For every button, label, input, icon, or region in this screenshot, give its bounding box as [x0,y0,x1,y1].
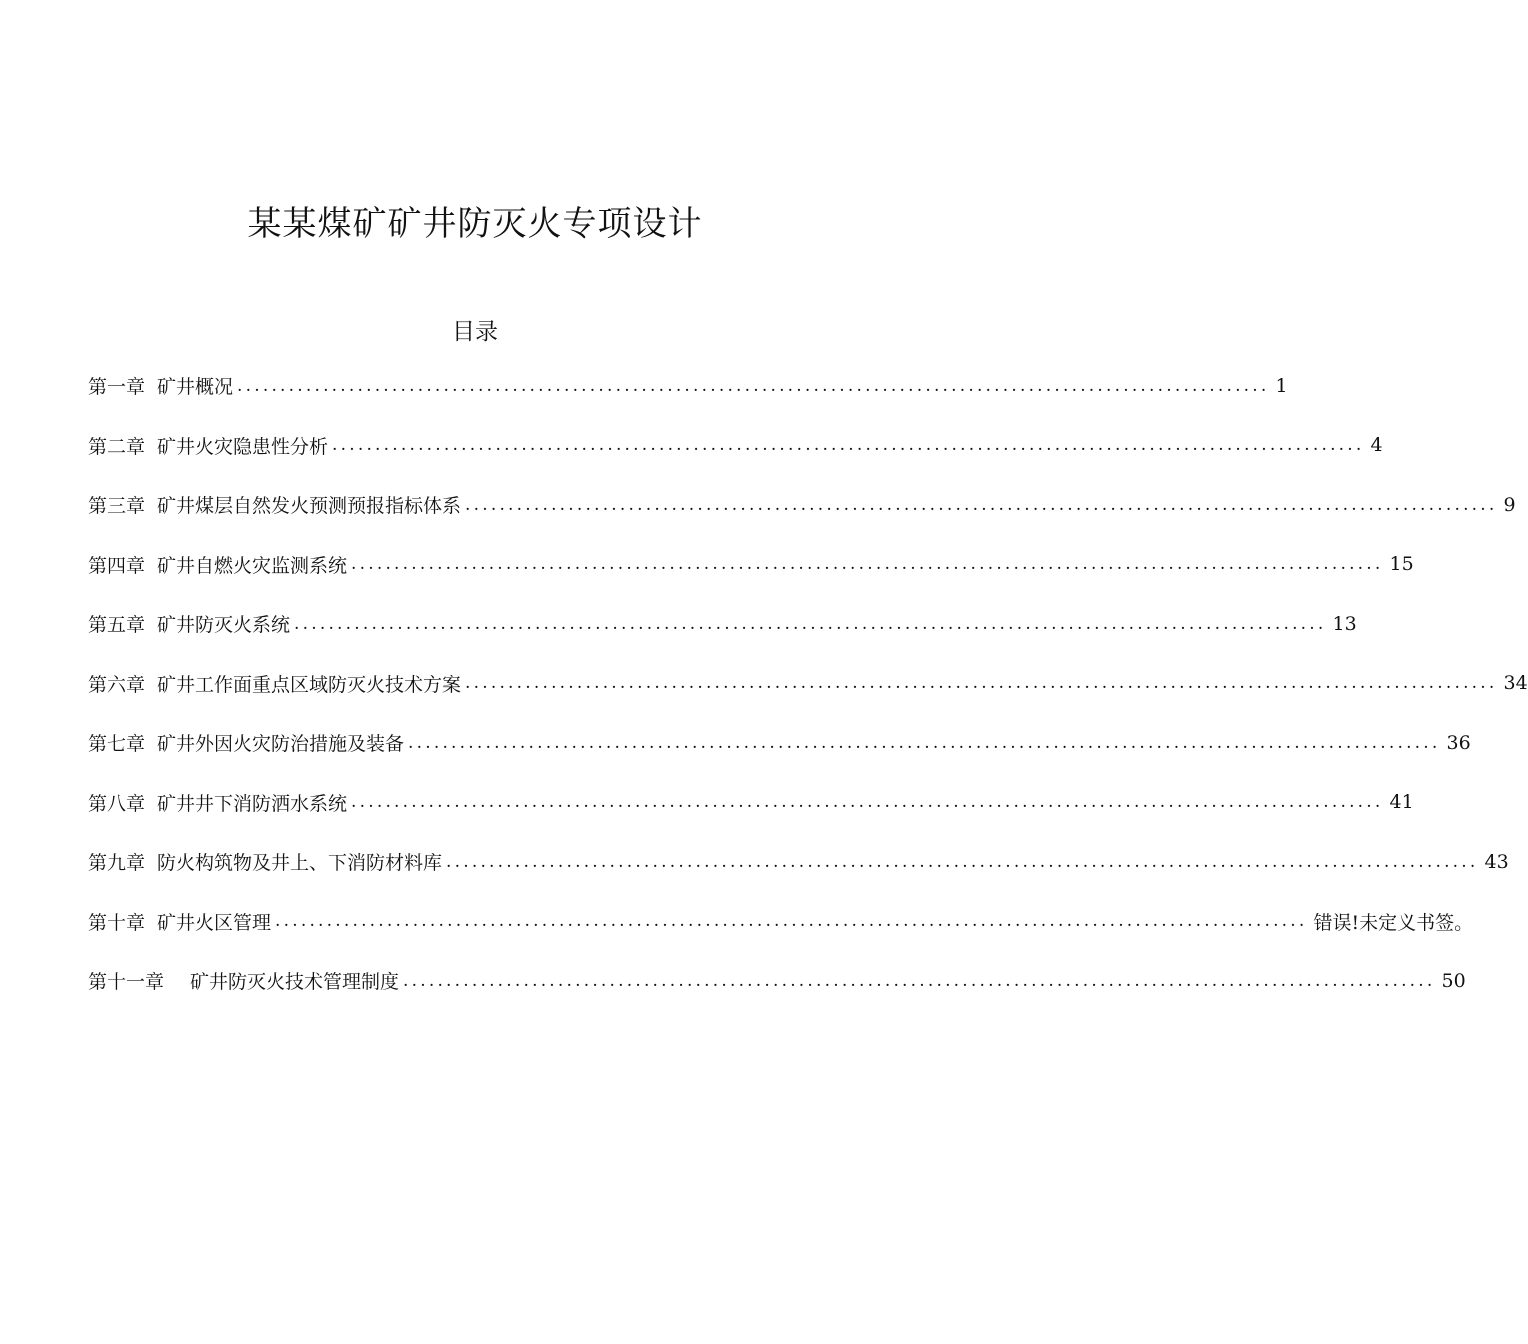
toc-chapter-number: 第十章 [88,911,146,934]
toc-page-number: 15 [1389,553,1414,576]
toc-dot-leader: ........................................................................................................................ [403,970,1436,991]
toc-dot-leader: ........................................................................................................................ [351,792,1384,813]
toc-dot-leader: ........................................................................................................................ [294,613,1327,634]
toc-chapter-number: 第七章 [88,733,146,756]
toc-entry[interactable] [88,594,1357,654]
toc-chapter-title: 矿井火区管理 [157,911,272,934]
toc-entry[interactable] [88,951,1466,1011]
toc-page-number: 36 [1446,731,1471,754]
toc-entry[interactable] [88,416,1383,476]
toc-chapter-title: 矿井工作面重点区域防灭火技术方案 [157,673,462,696]
toc-dot-leader: ........................................................................................................................ [332,435,1365,456]
toc-chapter-title: 矿井防灭火技术管理制度 [190,971,400,994]
toc-entry[interactable] [88,832,1509,892]
toc-chapter-number: 第四章 [88,554,146,577]
toc-chapter-number: 第九章 [88,852,146,875]
document-title: 某某煤矿矿井防灭火专项设计 [247,204,703,244]
toc-page-number: 9 [1503,493,1516,516]
toc-chapter-title: 矿井概况 [157,376,234,399]
toc-page-number: 4 [1370,434,1383,457]
toc-chapter-title: 矿井煤层自然发火预测预报指标体系 [157,495,462,518]
toc-dot-leader: ........................................................................................................................ [465,673,1498,694]
toc-page-number: 41 [1389,791,1414,814]
toc-chapter-number: 第一章 [88,376,146,399]
toc-page-number: 43 [1484,850,1509,873]
toc-chapter-number: 第十一章 [88,971,165,994]
toc-chapter-number: 第二章 [88,435,146,458]
toc-entry[interactable] [88,713,1471,773]
toc-entry[interactable] [88,356,1288,416]
toc-page-number: 错误!未定义书签。 [1313,911,1474,934]
toc-entry[interactable] [88,535,1414,595]
toc-entry[interactable] [88,475,1516,535]
toc-chapter-title: 矿井外因火灾防治措施及装备 [157,733,405,756]
toc-chapter-number: 第三章 [88,495,146,518]
toc-dot-leader: ........................................................................................................................ [275,911,1308,932]
toc-chapter-title: 矿井火灾隐患性分析 [157,435,329,458]
toc-page-number: 1 [1275,374,1288,397]
toc-chapter-title: 防火构筑物及井上、下消防材料库 [157,852,443,875]
toc-chapter-number: 第八章 [88,792,146,815]
toc-page-number: 34 [1503,672,1528,695]
toc-dot-leader: ........................................................................................................................ [408,732,1441,753]
toc-dot-leader: ........................................................................................................................ [465,494,1498,515]
toc-chapter-title: 矿井自燃火灾监测系统 [157,554,348,577]
toc-chapter-title: 矿井防灭火系统 [157,614,291,637]
toc-page-number: 50 [1441,969,1466,992]
toc-page-number: 13 [1332,612,1357,635]
toc-dot-leader: ........................................................................................................................ [351,554,1384,575]
toc-entry[interactable] [88,773,1414,833]
toc-chapter-number: 第五章 [88,614,146,637]
toc-heading: 目录 [452,319,498,345]
toc-entry[interactable] [88,892,1474,952]
toc-chapter-title: 矿井井下消防洒水系统 [157,792,348,815]
toc-entry[interactable] [88,654,1528,714]
table-of-contents [88,356,1528,1011]
toc-chapter-number: 第六章 [88,673,146,696]
toc-dot-leader: ........................................................................................................................ [446,851,1479,872]
toc-dot-leader: ........................................................................................................................ [237,375,1270,396]
